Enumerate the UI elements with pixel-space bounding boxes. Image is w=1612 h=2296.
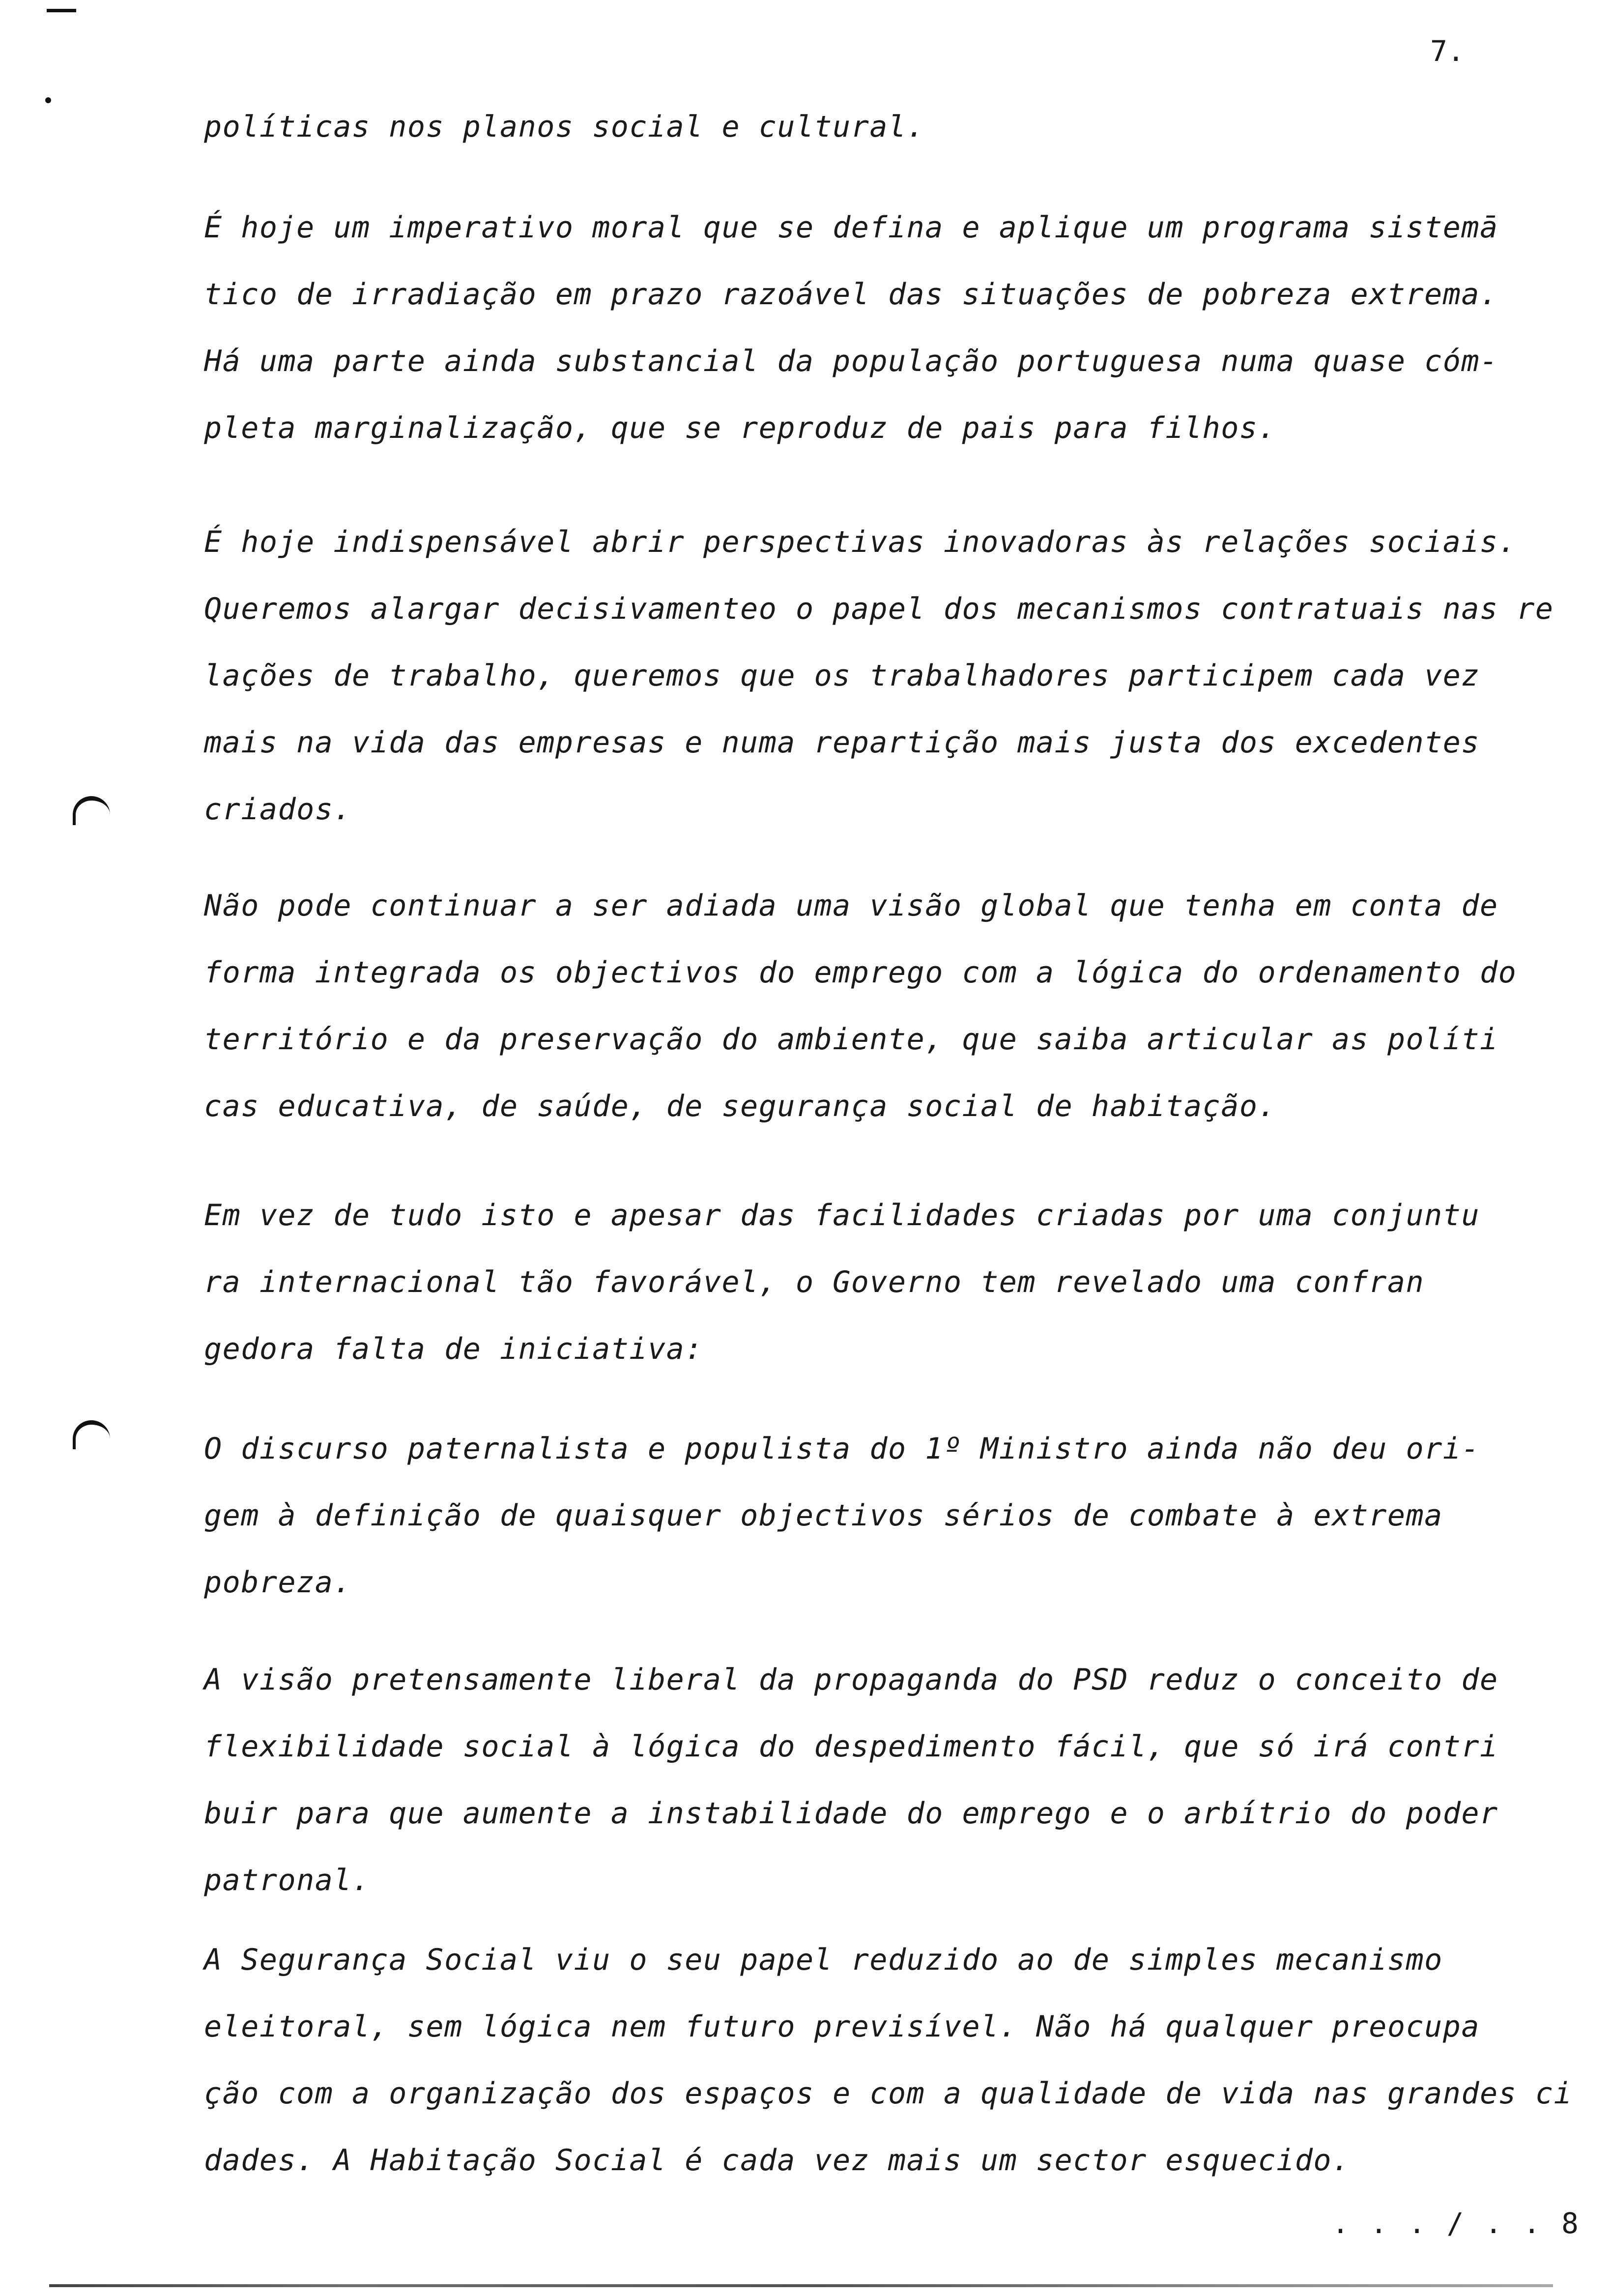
scan-dot bbox=[45, 97, 51, 103]
text-line: lações de trabalho, queremos que os trabalhadores participem cada vez bbox=[204, 659, 1480, 693]
paragraph-5 bbox=[204, 1182, 1600, 1382]
text-line: Não pode continuar a ser adiada uma visão global que tenha em conta de bbox=[204, 889, 1498, 923]
text-line: dades. A Habitação Social é cada vez mais um sector esquecido. bbox=[204, 2143, 1351, 2178]
text-line: pleta marginalização, que se reproduz de pais para filhos. bbox=[204, 411, 1277, 445]
paragraph-7 bbox=[204, 1646, 1600, 1914]
paragraph-8 bbox=[204, 1926, 1600, 2194]
text-line: políticas nos planos social e cultural. bbox=[204, 110, 925, 144]
text-line: gedora falta de iniciativa: bbox=[204, 1332, 703, 1366]
text-line: O discurso paternalista e populista do 1º Ministro ainda não deu ori- bbox=[204, 1432, 1480, 1466]
text-line: tico de irradiação em prazo razoável das situações de pobreza extrema. bbox=[204, 277, 1498, 312]
scan-mark-top-left bbox=[47, 9, 76, 12]
text-line: buir para que aumente a instabilidade do emprego e o arbítrio do poder bbox=[204, 1796, 1498, 1831]
text-line: É hoje um imperativo moral que se defina e aplique um programa sistemā bbox=[204, 210, 1498, 245]
text-line: ra internacional tão favorável, o Governo tem revelado uma confran bbox=[204, 1265, 1425, 1299]
paragraph-6 bbox=[204, 1415, 1600, 1616]
text-line: cas educativa, de saúde, de segurança social de habitação. bbox=[204, 1089, 1277, 1123]
text-line: Em vez de tudo isto e apesar das facilidades criadas por uma conjuntu bbox=[204, 1198, 1480, 1233]
text-line: A visão pretensamente liberal da propaganda do PSD reduz o conceito de bbox=[204, 1663, 1498, 1697]
paragraph-4 bbox=[204, 872, 1600, 1140]
text-line: ção com a organização dos espaços e com a qualidade de vida nas grandes ci bbox=[204, 2076, 1573, 2111]
text-line: gem à definição de quaisquer objectivos sérios de combate à extrema bbox=[204, 1498, 1443, 1533]
text-line: mais na vida das empresas e numa repartição mais justa dos excedentes bbox=[204, 725, 1480, 760]
paragraph-2 bbox=[204, 194, 1600, 461]
text-line: criados. bbox=[204, 792, 352, 827]
text-line: pobreza. bbox=[204, 1565, 352, 1600]
text-line: patronal. bbox=[204, 1863, 371, 1897]
punch-hole-mark-upper bbox=[73, 796, 110, 825]
text-line: Há uma parte ainda substancial da população portuguesa numa quase cóm- bbox=[204, 344, 1498, 378]
text-line: É hoje indispensável abrir perspectivas inovadoras às relações sociais. bbox=[204, 525, 1517, 559]
continuation-marker: . . . / . . 8 bbox=[1332, 2207, 1581, 2240]
text-line: flexibilidade social à lógica do despedimento fácil, que só irá contri bbox=[204, 1729, 1498, 1764]
text-line: território e da preservação do ambiente, que saiba articular as políti bbox=[204, 1022, 1498, 1057]
scan-bottom-edge bbox=[49, 2284, 1553, 2287]
text-line: A Segurança Social viu o seu papel reduzido ao de simples mecanismo bbox=[204, 1943, 1443, 1977]
text-line: eleitoral, sem lógica nem futuro previsível. Não há qualquer preocupa bbox=[204, 2009, 1480, 2044]
punch-hole-mark-lower bbox=[73, 1420, 110, 1449]
paragraph-3 bbox=[204, 509, 1600, 843]
text-line: forma integrada os objectivos do emprego com a lógica do ordenamento do bbox=[204, 955, 1517, 990]
text-line: Queremos alargar decisivamenteo o papel dos mecanismos contratuais nas re bbox=[204, 592, 1554, 626]
paragraph-1 bbox=[204, 93, 1600, 160]
page-number: 7. bbox=[1430, 34, 1465, 68]
